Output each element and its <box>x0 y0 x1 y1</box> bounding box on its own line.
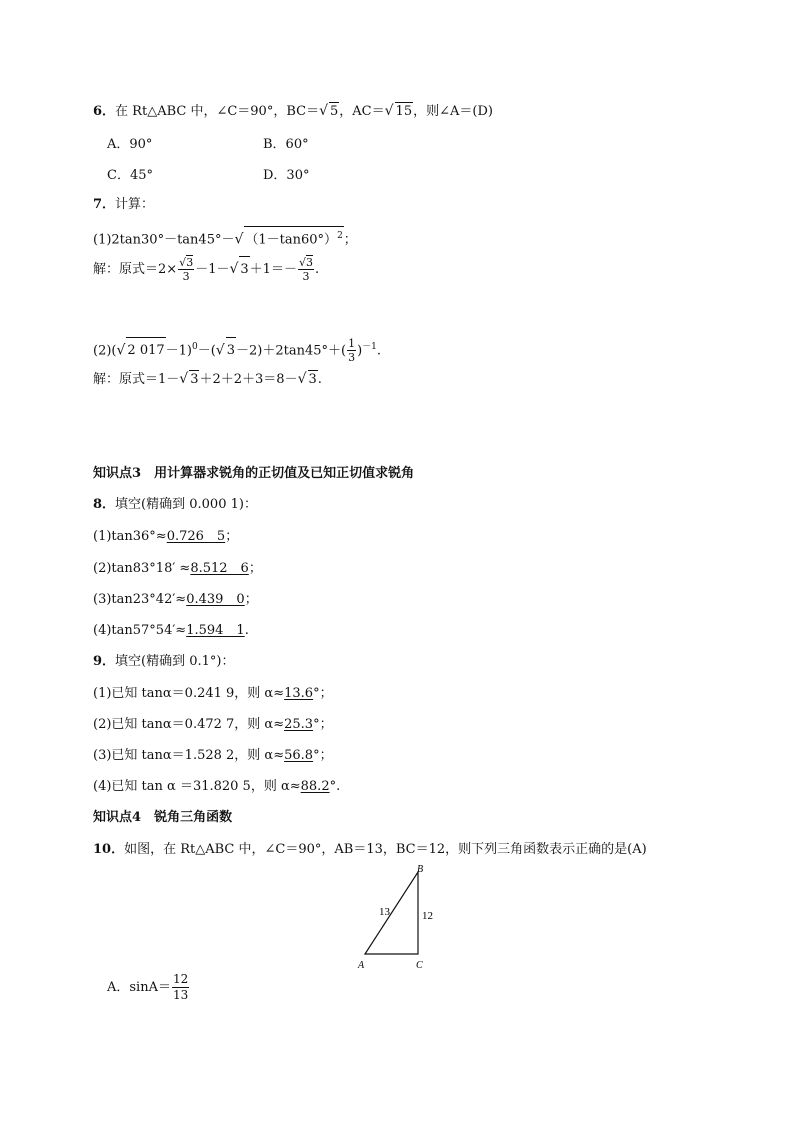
radicand: 5 <box>330 104 339 119</box>
item-text: (4)已知 tan α ＝31.820 5，则 α≈ <box>93 779 301 794</box>
triangle-abc <box>365 872 418 954</box>
denominator: 3 <box>348 351 356 365</box>
solution-text: . <box>317 372 322 387</box>
knowledge-label: 知识点4 <box>93 810 142 825</box>
radicand: 15 <box>395 104 413 119</box>
radicand <box>244 226 343 249</box>
sqrt-symbol: √ <box>319 103 328 119</box>
item-text: ； <box>244 592 258 607</box>
solution-text: －1－ <box>195 262 230 277</box>
sqrt-symbol: √ <box>234 231 244 248</box>
expression: ； <box>343 232 357 248</box>
fraction <box>347 337 356 364</box>
question-number: 7． <box>93 197 116 212</box>
side-label-ab: 13 <box>379 906 390 918</box>
radicand: 3 <box>239 256 249 283</box>
option-text: A．sinA＝ <box>107 980 171 995</box>
solution-7-2 <box>93 370 322 389</box>
answer: 0.439 0 <box>186 592 245 607</box>
fraction <box>178 256 194 283</box>
denominator: 3 <box>182 270 190 283</box>
q9-item-4 <box>93 778 340 796</box>
answer: 88.2 <box>300 779 330 794</box>
item-text: (3)tan23°42′≈ <box>93 592 187 607</box>
answer: 8.512 6 <box>190 561 249 576</box>
expression: (1)2tan30°－tan45°－ <box>93 232 235 248</box>
triangle-figure <box>355 862 445 972</box>
sqrt-symbol: √ <box>229 261 239 277</box>
item-text: °； <box>313 748 333 763</box>
radicand: 3 <box>226 337 236 364</box>
exponent: －1 <box>362 342 377 352</box>
knowledge-title: 用计算器求锐角的正切值及已知正切值求锐角 <box>154 466 415 481</box>
denominator: 3 <box>302 270 310 283</box>
knowledge-title: 锐角三角函数 <box>154 810 233 825</box>
numerator: √3 <box>298 256 313 269</box>
item-text: (2)已知 tanα＝0.472 7，则 α≈ <box>93 717 285 732</box>
sqrt-symbol: √ <box>179 371 189 387</box>
item-text: (1)已知 tanα＝0.241 9，则 α≈ <box>93 686 285 701</box>
solution-7-1 <box>93 256 319 283</box>
problem-7-1 <box>93 226 357 249</box>
vertex-label-c: C <box>416 960 423 971</box>
expression: (2)( <box>93 343 117 359</box>
expression: －( <box>197 343 216 359</box>
question-number: 9． <box>93 654 116 669</box>
item-text: . <box>244 623 249 638</box>
option-b: B．60° <box>263 137 309 152</box>
radicand-text: （1－tan60°） <box>245 232 338 248</box>
exponent: 0 <box>191 342 198 352</box>
question-number: 6． <box>93 104 116 119</box>
expression: ) <box>357 343 363 359</box>
answer: 1.594 1 <box>186 623 245 638</box>
knowledge-label: 知识点3 <box>93 466 142 481</box>
item-text: (4)tan57°54′≈ <box>93 623 187 638</box>
answer: 0.726 5 <box>166 529 226 544</box>
numerator: √3 <box>179 256 194 269</box>
vertex-label-b: B <box>417 864 424 875</box>
exponent: 2 <box>337 231 343 241</box>
option-c: C．45° <box>107 168 153 183</box>
q8-item-1 <box>93 528 238 546</box>
option-d: D．30° <box>263 168 310 183</box>
fraction <box>172 972 189 1003</box>
option-a: A．90° <box>107 137 153 152</box>
item-text: °； <box>313 686 333 701</box>
knowledge-point-4 <box>93 809 232 827</box>
item-text: ； <box>248 561 262 576</box>
answer: 56.8 <box>284 748 314 763</box>
item-text: (2)tan83°18′ ≈ <box>93 561 191 576</box>
side-label-bc: 12 <box>422 910 433 922</box>
item-text: °. <box>329 779 341 794</box>
knowledge-point-3 <box>93 465 414 483</box>
question-title: 填空(精确到 0.000 1)： <box>115 497 257 512</box>
q8-item-3 <box>93 591 258 609</box>
question-title: 填空(精确到 0.1°)： <box>115 654 235 669</box>
solution-text: 解：原式＝1－ <box>93 372 180 387</box>
solution-text: . <box>314 262 320 277</box>
radicand: 3 <box>308 372 317 387</box>
problem-7-2 <box>93 334 381 364</box>
solution-text: ＋1＝－ <box>249 262 297 277</box>
sqrt-symbol: √ <box>116 342 126 359</box>
question-stem: 在 Rt△ABC 中，∠C＝90°，BC＝ <box>115 104 320 119</box>
question-9 <box>93 653 235 671</box>
sqrt-symbol: √ <box>384 103 394 119</box>
fraction <box>298 256 314 283</box>
question-title: 计算： <box>115 197 155 212</box>
item-text: (3)已知 tanα＝1.528 2，则 α≈ <box>93 748 285 763</box>
answer: 13.6 <box>284 686 314 701</box>
question-stem: ，则∠A＝(D) <box>413 104 493 119</box>
numerator: 12 <box>172 972 189 986</box>
sqrt-symbol: √ <box>215 342 225 359</box>
solution-text: ＋2＋2＋3＝8－ <box>199 372 298 387</box>
q9-item-3 <box>93 747 333 765</box>
sqrt-symbol: √ <box>297 371 307 387</box>
q8-item-4 <box>93 622 249 640</box>
answer: 25.3 <box>284 717 314 732</box>
expression: －1) <box>165 343 192 359</box>
radicand: 3 <box>190 372 199 387</box>
question-10 <box>93 841 647 859</box>
item-text: (1)tan36°≈ <box>93 529 167 544</box>
q9-item-1 <box>93 685 333 703</box>
expression: . <box>376 343 382 359</box>
item-text: ； <box>225 529 239 544</box>
q8-item-2 <box>93 560 262 578</box>
question-stem: 如图，在 Rt△ABC 中，∠C＝90°，AB＝13，BC＝12，则下列三角函数表示正确的是(A) <box>124 842 647 857</box>
question-8 <box>93 496 257 514</box>
item-text: °； <box>313 717 333 732</box>
question-stem: ，AC＝ <box>339 104 385 119</box>
question-number: 10． <box>93 842 125 857</box>
numerator: 1 <box>348 337 356 351</box>
q9-item-2 <box>93 716 333 734</box>
vertex-label-a: A <box>358 960 365 971</box>
question-6 <box>93 102 493 121</box>
question-7 <box>93 196 154 214</box>
q10-option-a <box>107 970 190 1006</box>
denominator: 13 <box>172 988 189 1002</box>
expression: －2)＋2tan45°＋( <box>236 343 347 359</box>
solution-text: 解：原式＝2× <box>93 262 178 277</box>
question-number: 8． <box>93 497 116 512</box>
radicand: 2 017 <box>126 337 165 364</box>
